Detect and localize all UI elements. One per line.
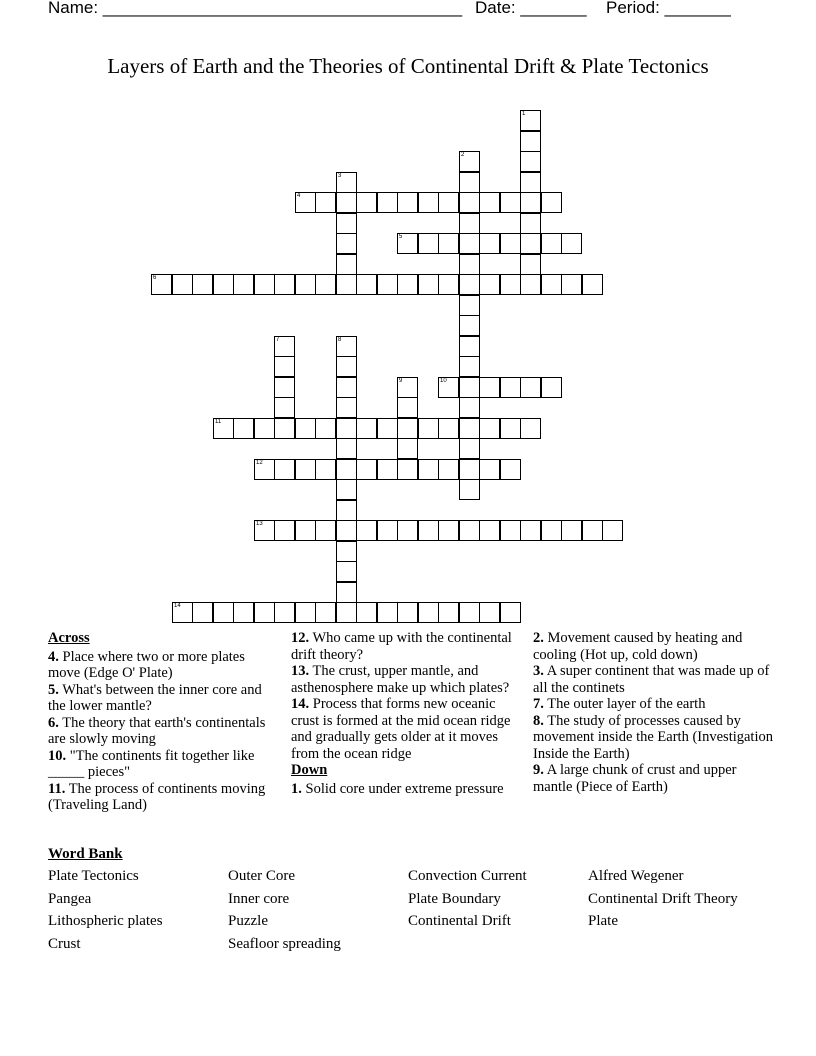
- clue-number: 7.: [533, 696, 544, 712]
- crossword-cell[interactable]: [233, 274, 254, 295]
- clue-text: Movement caused by heating and cooling (Hot up, cold down): [533, 630, 743, 663]
- clue-text: "The continents fit together like _____ pieces": [48, 747, 255, 780]
- crossword-cell[interactable]: [459, 254, 480, 275]
- crossword-cell[interactable]: [500, 602, 521, 623]
- crossword-cell[interactable]: [274, 602, 295, 623]
- period-field-label: Period: _______: [606, 0, 731, 17]
- crossword-cell[interactable]: [356, 602, 377, 623]
- crossword-cell[interactable]: [459, 602, 480, 623]
- clue-number: 9.: [533, 762, 544, 778]
- crossword-cell[interactable]: [397, 438, 418, 459]
- crossword-cell[interactable]: [397, 233, 418, 254]
- crossword-cell[interactable]: [479, 418, 500, 439]
- crossword-cell[interactable]: [254, 520, 275, 541]
- crossword-cell[interactable]: [213, 602, 234, 623]
- clue-number: 3.: [533, 663, 544, 679]
- crossword-cell[interactable]: [172, 602, 193, 623]
- crossword-cell[interactable]: [459, 213, 480, 234]
- clue-number: 13.: [291, 663, 310, 679]
- crossword-cell[interactable]: [336, 397, 357, 418]
- down-clue-7: [533, 696, 773, 713]
- clue-text: Who came up with the continental drift theory?: [291, 630, 512, 663]
- clue-text: The crust, upper mantle, and asthenosphere make up which plates?: [291, 663, 510, 696]
- across-clue-4: [48, 649, 273, 682]
- crossword-cell[interactable]: [500, 274, 521, 295]
- across-clue-13: [291, 663, 526, 696]
- crossword-cell[interactable]: [377, 192, 398, 213]
- crossword-cell[interactable]: [377, 418, 398, 439]
- crossword-cell[interactable]: [192, 602, 213, 623]
- crossword-cell[interactable]: [336, 459, 357, 480]
- crossword-clue-number: 12: [256, 460, 263, 466]
- crossword-cell[interactable]: [479, 459, 500, 480]
- crossword-cell[interactable]: [274, 418, 295, 439]
- crossword-cell[interactable]: [233, 418, 254, 439]
- crossword-cell[interactable]: [459, 315, 480, 336]
- down-heading: Down: [291, 762, 328, 778]
- crossword-cell[interactable]: [582, 520, 603, 541]
- crossword-cell[interactable]: [377, 274, 398, 295]
- word-bank-item: Inner core: [228, 891, 290, 907]
- crossword-cell[interactable]: [541, 233, 562, 254]
- crossword-cell[interactable]: [459, 192, 480, 213]
- word-bank-item: Continental Drift Theory: [588, 891, 738, 907]
- crossword-cell[interactable]: [500, 233, 521, 254]
- clue-number: 11.: [48, 780, 66, 797]
- word-bank-item: Plate Tectonics: [48, 868, 139, 884]
- crossword-clue-number: 1: [522, 111, 526, 117]
- crossword-cell[interactable]: [315, 602, 336, 623]
- clue-text: The outer layer of the earth: [547, 696, 706, 712]
- clues-column-1: [48, 630, 273, 814]
- crossword-cell[interactable]: [336, 233, 357, 254]
- crossword-cell[interactable]: [500, 520, 521, 541]
- clue-text: What's between the inner core and the lower mantle?: [48, 681, 262, 714]
- crossword-cell[interactable]: [356, 192, 377, 213]
- down-clue-3: [533, 663, 773, 696]
- crossword-cell[interactable]: [336, 561, 357, 582]
- crossword-cell[interactable]: [254, 418, 275, 439]
- across-clue-14: [291, 696, 526, 762]
- crossword-cell[interactable]: [500, 377, 521, 398]
- crossword-cell[interactable]: [295, 418, 316, 439]
- down-clue-1: [291, 781, 526, 798]
- crossword-cell[interactable]: [459, 438, 480, 459]
- crossword-cell[interactable]: [602, 520, 623, 541]
- clue-number: 12.: [291, 630, 310, 646]
- clue-text: Solid core under extreme pressure: [305, 780, 504, 797]
- crossword-cell[interactable]: [274, 459, 295, 480]
- crossword-cell[interactable]: [459, 295, 480, 316]
- crossword-cell[interactable]: [336, 541, 357, 562]
- crossword-cell[interactable]: [541, 192, 562, 213]
- crossword-cell[interactable]: [520, 192, 541, 213]
- across-clue-10: [48, 748, 273, 781]
- crossword-cell[interactable]: [336, 213, 357, 234]
- clue-text: Process that forms new oceanic crust is formed at the mid ocean ridge and gradually gets older at it moves from the ocean ridge: [291, 696, 511, 762]
- crossword-cell[interactable]: [336, 582, 357, 603]
- crossword-cell[interactable]: [459, 459, 480, 480]
- crossword-cell[interactable]: [254, 274, 275, 295]
- crossword-cell[interactable]: [356, 274, 377, 295]
- crossword-cell[interactable]: [336, 520, 357, 541]
- crossword-cell[interactable]: [520, 520, 541, 541]
- crossword-cell[interactable]: [438, 274, 459, 295]
- crossword-cell[interactable]: [274, 377, 295, 398]
- crossword-cell[interactable]: [418, 459, 439, 480]
- crossword-cell[interactable]: [459, 479, 480, 500]
- crossword-cell[interactable]: [274, 274, 295, 295]
- crossword-cell[interactable]: [315, 520, 336, 541]
- crossword-cell[interactable]: [520, 110, 541, 131]
- crossword-cell[interactable]: [315, 274, 336, 295]
- crossword-cell[interactable]: [520, 151, 541, 172]
- page-title: Layers of Earth and the Theories of Continental Drift & Plate Tectonics: [107, 54, 709, 78]
- crossword-cell[interactable]: [213, 418, 234, 439]
- crossword-cell[interactable]: [336, 500, 357, 521]
- crossword-cell[interactable]: [520, 213, 541, 234]
- clue-text: A large chunk of crust and upper mantle (Piece of Earth): [533, 762, 737, 795]
- crossword-cell[interactable]: [479, 233, 500, 254]
- crossword-cell[interactable]: [213, 274, 234, 295]
- clue-number: 6.: [48, 714, 59, 731]
- crossword-cell[interactable]: [397, 192, 418, 213]
- word-bank-item: Outer Core: [228, 868, 296, 884]
- crossword-cell[interactable]: [397, 520, 418, 541]
- crossword-cell[interactable]: [479, 520, 500, 541]
- clue-text: The study of processes caused by movement inside the Earth (Investigation Inside the Earth): [533, 712, 773, 762]
- across-clue-5: [48, 682, 273, 715]
- crossword-cell[interactable]: [561, 274, 582, 295]
- crossword-cell[interactable]: [397, 274, 418, 295]
- crossword-cell[interactable]: [418, 274, 439, 295]
- crossword-cell[interactable]: [459, 233, 480, 254]
- crossword-cell[interactable]: [438, 602, 459, 623]
- crossword-cell[interactable]: [295, 520, 316, 541]
- crossword-cell[interactable]: [459, 397, 480, 418]
- word-bank-item: Convection Current: [408, 868, 527, 884]
- crossword-cell[interactable]: [397, 602, 418, 623]
- crossword-cell[interactable]: [315, 459, 336, 480]
- crossword-cell[interactable]: [479, 377, 500, 398]
- crossword-cell[interactable]: [541, 274, 562, 295]
- crossword-clue-number: 7: [276, 337, 280, 343]
- clue-text: The process of continents moving (Traveling Land): [48, 780, 266, 813]
- crossword-cell[interactable]: [459, 418, 480, 439]
- crossword-cell[interactable]: [438, 233, 459, 254]
- crossword-cell[interactable]: [520, 172, 541, 193]
- crossword-cell[interactable]: [438, 520, 459, 541]
- crossword-cell[interactable]: [377, 602, 398, 623]
- crossword-cell[interactable]: [377, 520, 398, 541]
- down-clue-2: [533, 630, 773, 663]
- word-bank-item: Plate: [588, 913, 618, 929]
- crossword-cell[interactable]: [418, 233, 439, 254]
- down-clue-8: [533, 713, 773, 763]
- crossword-cell[interactable]: [336, 254, 357, 275]
- crossword-cell[interactable]: [438, 377, 459, 398]
- crossword-cell[interactable]: [397, 418, 418, 439]
- crossword-cell[interactable]: [254, 602, 275, 623]
- crossword-cell[interactable]: [336, 479, 357, 500]
- crossword-clue-number: 10: [440, 378, 447, 384]
- word-bank-item: Puzzle: [228, 913, 268, 929]
- crossword-cell[interactable]: [356, 520, 377, 541]
- clues-column-3: [533, 630, 773, 795]
- crossword-cell[interactable]: [459, 151, 480, 172]
- crossword-cell[interactable]: [254, 459, 275, 480]
- crossword-cell[interactable]: [500, 459, 521, 480]
- across-clue-11: [48, 781, 273, 814]
- crossword-cell[interactable]: [233, 602, 254, 623]
- crossword-cell[interactable]: [295, 274, 316, 295]
- crossword-cell[interactable]: [459, 356, 480, 377]
- name-field-label: Name: ______________________________________: [48, 0, 463, 17]
- crossword-cell[interactable]: [479, 274, 500, 295]
- clue-number: 8.: [533, 712, 544, 729]
- crossword-clue-number: 6: [153, 275, 157, 281]
- crossword-cell[interactable]: [418, 520, 439, 541]
- student-info-header: [48, 0, 788, 22]
- crossword-cell[interactable]: [336, 438, 357, 459]
- crossword-cell[interactable]: [295, 459, 316, 480]
- crossword-cell[interactable]: [274, 397, 295, 418]
- date-field-label: Date: _______: [475, 0, 587, 17]
- clue-number: 1.: [291, 780, 302, 797]
- crossword-cell[interactable]: [295, 602, 316, 623]
- crossword-cell[interactable]: [459, 172, 480, 193]
- clue-number: 14.: [291, 696, 310, 712]
- clue-number: 10.: [48, 747, 67, 764]
- crossword-cell[interactable]: [479, 192, 500, 213]
- crossword-cell[interactable]: [438, 459, 459, 480]
- crossword-clue-number: 14: [174, 603, 181, 609]
- crossword-cell[interactable]: [336, 377, 357, 398]
- clue-number: 2.: [533, 630, 544, 646]
- word-bank-item: Continental Drift: [408, 913, 511, 929]
- crossword-cell[interactable]: [356, 459, 377, 480]
- crossword-cell[interactable]: [520, 274, 541, 295]
- crossword-cell[interactable]: [418, 192, 439, 213]
- crossword-cell[interactable]: [438, 192, 459, 213]
- crossword-cell[interactable]: [336, 192, 357, 213]
- crossword-cell[interactable]: [561, 520, 582, 541]
- clue-text: A super continent that was made up of all the continets: [533, 663, 770, 696]
- crossword-clue-number: 13: [256, 521, 263, 527]
- crossword-cell[interactable]: [459, 336, 480, 357]
- crossword-cell[interactable]: [336, 356, 357, 377]
- word-bank-item: Alfred Wegener: [588, 868, 684, 884]
- crossword-cell[interactable]: [418, 602, 439, 623]
- crossword-cell[interactable]: [582, 274, 603, 295]
- crossword-cell[interactable]: [192, 274, 213, 295]
- crossword-clue-number: 5: [399, 234, 403, 240]
- crossword-cell[interactable]: [397, 397, 418, 418]
- crossword-cell[interactable]: [500, 192, 521, 213]
- crossword-cell[interactable]: [541, 520, 562, 541]
- crossword-cell[interactable]: [274, 520, 295, 541]
- crossword-cell[interactable]: [459, 377, 480, 398]
- word-bank-item: Plate Boundary: [408, 891, 501, 907]
- crossword-cell[interactable]: [315, 192, 336, 213]
- crossword-cell[interactable]: [520, 233, 541, 254]
- crossword-cell[interactable]: [377, 459, 398, 480]
- crossword-cell[interactable]: [479, 602, 500, 623]
- word-bank-item: Crust: [48, 936, 81, 952]
- word-bank-item: Pangea: [48, 891, 92, 907]
- down-clue-9: [533, 762, 773, 795]
- crossword-clue-number: 11: [215, 419, 222, 425]
- crossword-cell[interactable]: [397, 459, 418, 480]
- crossword-clue-number: 2: [461, 152, 465, 158]
- crossword-cell[interactable]: [459, 520, 480, 541]
- crossword-cell[interactable]: [336, 172, 357, 193]
- clue-number: 4.: [48, 648, 59, 665]
- crossword-cell[interactable]: [500, 418, 521, 439]
- crossword-cell[interactable]: [151, 274, 172, 295]
- crossword-cell[interactable]: [520, 377, 541, 398]
- crossword-cell[interactable]: [459, 274, 480, 295]
- crossword-clue-number: 3: [338, 173, 342, 179]
- crossword-cell[interactable]: [438, 418, 459, 439]
- clue-text: The theory that earth's continentals are slowly moving: [48, 714, 266, 747]
- crossword-cell[interactable]: [561, 233, 582, 254]
- crossword-clue-number: 4: [297, 193, 301, 199]
- crossword-cell[interactable]: [520, 418, 541, 439]
- crossword-cell[interactable]: [295, 192, 316, 213]
- crossword-cell[interactable]: [336, 336, 357, 357]
- crossword-cell[interactable]: [336, 602, 357, 623]
- crossword-clue-number: 9: [399, 378, 403, 384]
- word-bank-item: Lithospheric plates: [48, 913, 163, 929]
- clues-column-2: [291, 630, 526, 797]
- crossword-clue-number: 8: [338, 337, 342, 343]
- crossword-cell[interactable]: [274, 356, 295, 377]
- crossword-cell[interactable]: [418, 418, 439, 439]
- word-bank-item: Seafloor spreading: [228, 936, 341, 952]
- crossword-cell[interactable]: [315, 418, 336, 439]
- clue-text: Place where two or more plates move (Edge O' Plate): [48, 648, 245, 681]
- crossword-cell[interactable]: [520, 131, 541, 152]
- crossword-cell[interactable]: [172, 274, 193, 295]
- clue-number: 5.: [48, 681, 59, 698]
- crossword-cell[interactable]: [356, 418, 377, 439]
- across-clue-12: [291, 630, 526, 663]
- crossword-cell[interactable]: [520, 254, 541, 275]
- across-clue-6: [48, 715, 273, 748]
- across-heading: Across: [48, 630, 90, 646]
- crossword-cell[interactable]: [541, 377, 562, 398]
- crossword-cell[interactable]: [397, 377, 418, 398]
- crossword-cell[interactable]: [336, 274, 357, 295]
- crossword-cell[interactable]: [274, 336, 295, 357]
- word-bank-title: Word Bank: [48, 846, 123, 862]
- crossword-cell[interactable]: [336, 418, 357, 439]
